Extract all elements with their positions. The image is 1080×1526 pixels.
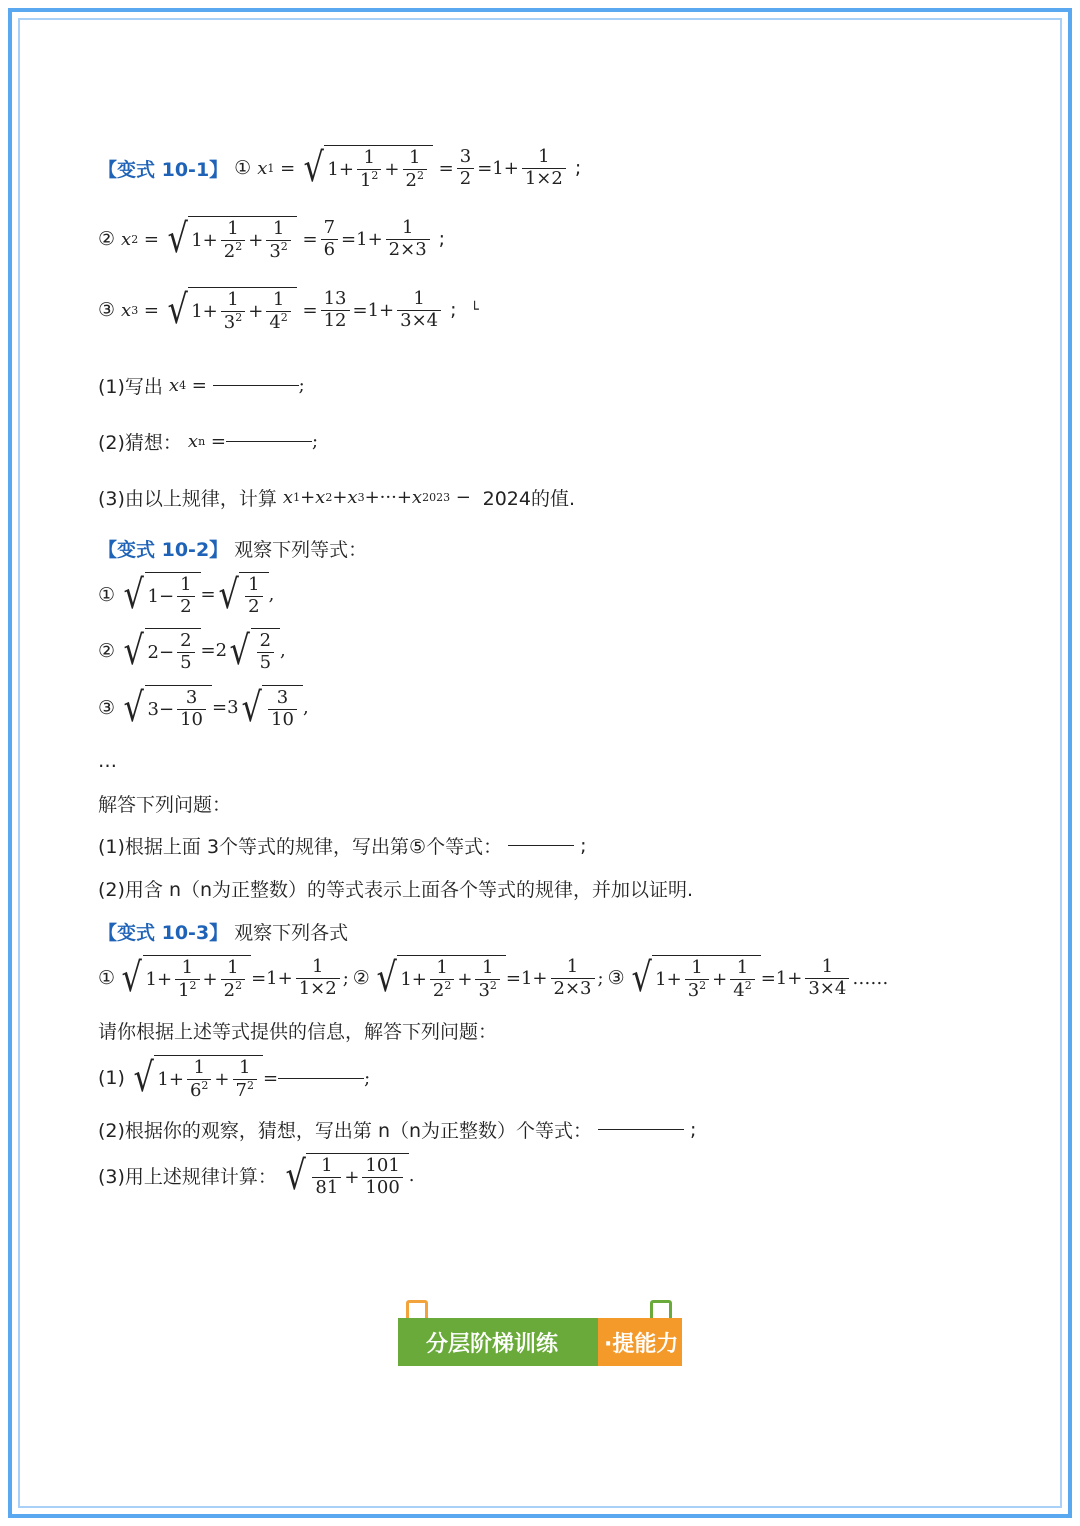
v3-q1: (1) √ 1+ $\frac{1}{6^2}$ + $\frac{1}{7^2}$ = ; xyxy=(98,1055,371,1102)
v1-eq2-num: ② xyxy=(98,228,116,251)
v1-q3 xyxy=(98,484,575,511)
v1-q2-formula: x n = ; xyxy=(187,431,319,452)
v1-eq1-formula: x 1 = √ 1+ $\frac{1}{1^2}$ + $\frac{1}{2^2}$ = $\frac{3}{2}$ =1+ $\frac{1}{1\times 2}$ xyxy=(257,145,569,191)
v1-tag: 【变式 10-1】 xyxy=(98,158,229,181)
v2-eq3-num: ③ xyxy=(98,696,116,719)
v2-q1-text: (1)根据上面 3个等式的规律，写出第⑤个等式： xyxy=(98,836,503,858)
v2-eq1: ① √ 1− $\frac{1}{2}$ = √ $\frac{1}{2}$ , xyxy=(98,571,275,618)
v1-q3-text: (3)由以上规律，计算 xyxy=(98,488,277,510)
v1-eq2-row xyxy=(98,216,445,262)
v1-q1 xyxy=(98,372,305,399)
v3-tag: 【变式 10-3】 xyxy=(98,922,229,944)
v1-eq2-formula: x 2 = √ 1+ $\frac{1}{2^2}$ + $\frac{1}{3^2}$ = $\frac{7}{6}$ =1+ $\frac{1}{2\times 3}$ xyxy=(121,216,433,262)
section-banner xyxy=(398,1318,682,1366)
v3-eqs-row: ① √ 1+ $\frac{1}{1^2}$ + $\frac{1}{2^2}$ =1+ $\frac{1}{1\times 2}$ ; ② √ 1+ $\frac{1}{2^2}$ + $\frac{1}{3^2}$ =1+ $\frac{1}{2\times 3}$ ; ③ √ 1+ $\frac{1}{3^2}$ + $\frac{1}{4^2}$ =1+ $\frac{1}{3\times 4}$ …… xyxy=(98,955,889,1002)
v1-eq3-sep: ; xyxy=(450,299,457,322)
v2-ellipsis: … xyxy=(98,750,117,772)
v3-q3-text: (3)用上述规律计算： xyxy=(98,1166,277,1189)
banner-right-label: ·提能力 xyxy=(598,1318,682,1366)
v1-q2-text: (2)猜想： xyxy=(98,432,182,454)
v3-intro: 观察下列各式 xyxy=(234,922,349,944)
v2-ask: 解答下列问题： xyxy=(98,794,232,816)
v2-intro: 观察下列等式： xyxy=(234,539,368,561)
v1-eq1-num: ① xyxy=(234,157,252,180)
v1-q1-formula: x 4 = ; xyxy=(168,375,305,396)
banner-left-label: 分层阶梯训练 xyxy=(398,1318,598,1366)
v3-q2-blank xyxy=(598,1129,684,1130)
v3-ask: 请你根据上述等式提供的信息，解答下列问题： xyxy=(98,1021,498,1043)
v1-eq1-sep: ; xyxy=(574,157,582,180)
v2-eq3: ③ √ 3− $\frac{3}{10}$ =3 √ $\frac{3}{10}$ , xyxy=(98,684,309,731)
v1-eq3-row xyxy=(98,287,479,333)
v2-q1: (1)根据上面 3个等式的规律，写出第⑤个等式： ; xyxy=(98,832,586,859)
v2-header xyxy=(98,535,367,562)
v2-eq2: ② √ 2− $\frac{2}{5}$ =2 √ $\frac{2}{5}$ , xyxy=(98,627,286,674)
v2-eq2-num: ② xyxy=(98,639,116,662)
v3-q1-text: (1) xyxy=(98,1067,125,1090)
v1-q2 xyxy=(98,428,318,455)
v2-q2: (2)用含 n（n为正整数）的等式表示上面各个等式的规律，并加以证明. xyxy=(98,879,694,901)
v2-eq1-num: ① xyxy=(98,583,116,606)
v1-eq3-formula: x 3 = √ 1+ $\frac{1}{3^2}$ + $\frac{1}{4^2}$ = $\frac{13}{12}$ =1+ $\frac{1}{3\times 4}$ xyxy=(121,287,444,333)
v1-q3-formula: x 1 + x 2 + x 3 +···+ x 2023 − xyxy=(282,487,477,508)
v2-q1-blank xyxy=(508,845,574,846)
v3-q2: (2)根据你的观察，猜想，写出第 n（n为正整数）个等式： ; xyxy=(98,1116,696,1143)
v1-eq2-sep: ; xyxy=(438,228,446,251)
v3-header xyxy=(98,918,348,945)
v1-q3-text-end: 2024的值. xyxy=(482,488,576,510)
v3-q3: (3)用上述规律计算： √ $\frac{1}{81}$ + $\frac{101}{100}$ . xyxy=(98,1152,415,1199)
v1-eq1-row xyxy=(98,145,581,191)
return-mark-icon: └ xyxy=(470,302,479,319)
v2-tag: 【变式 10-2】 xyxy=(98,539,229,561)
v1-q1-text: (1)写出 xyxy=(98,376,163,398)
v1-eq3-num: ③ xyxy=(98,299,116,322)
v3-q2-text: (2)根据你的观察，猜想，写出第 n（n为正整数）个等式： xyxy=(98,1120,593,1142)
